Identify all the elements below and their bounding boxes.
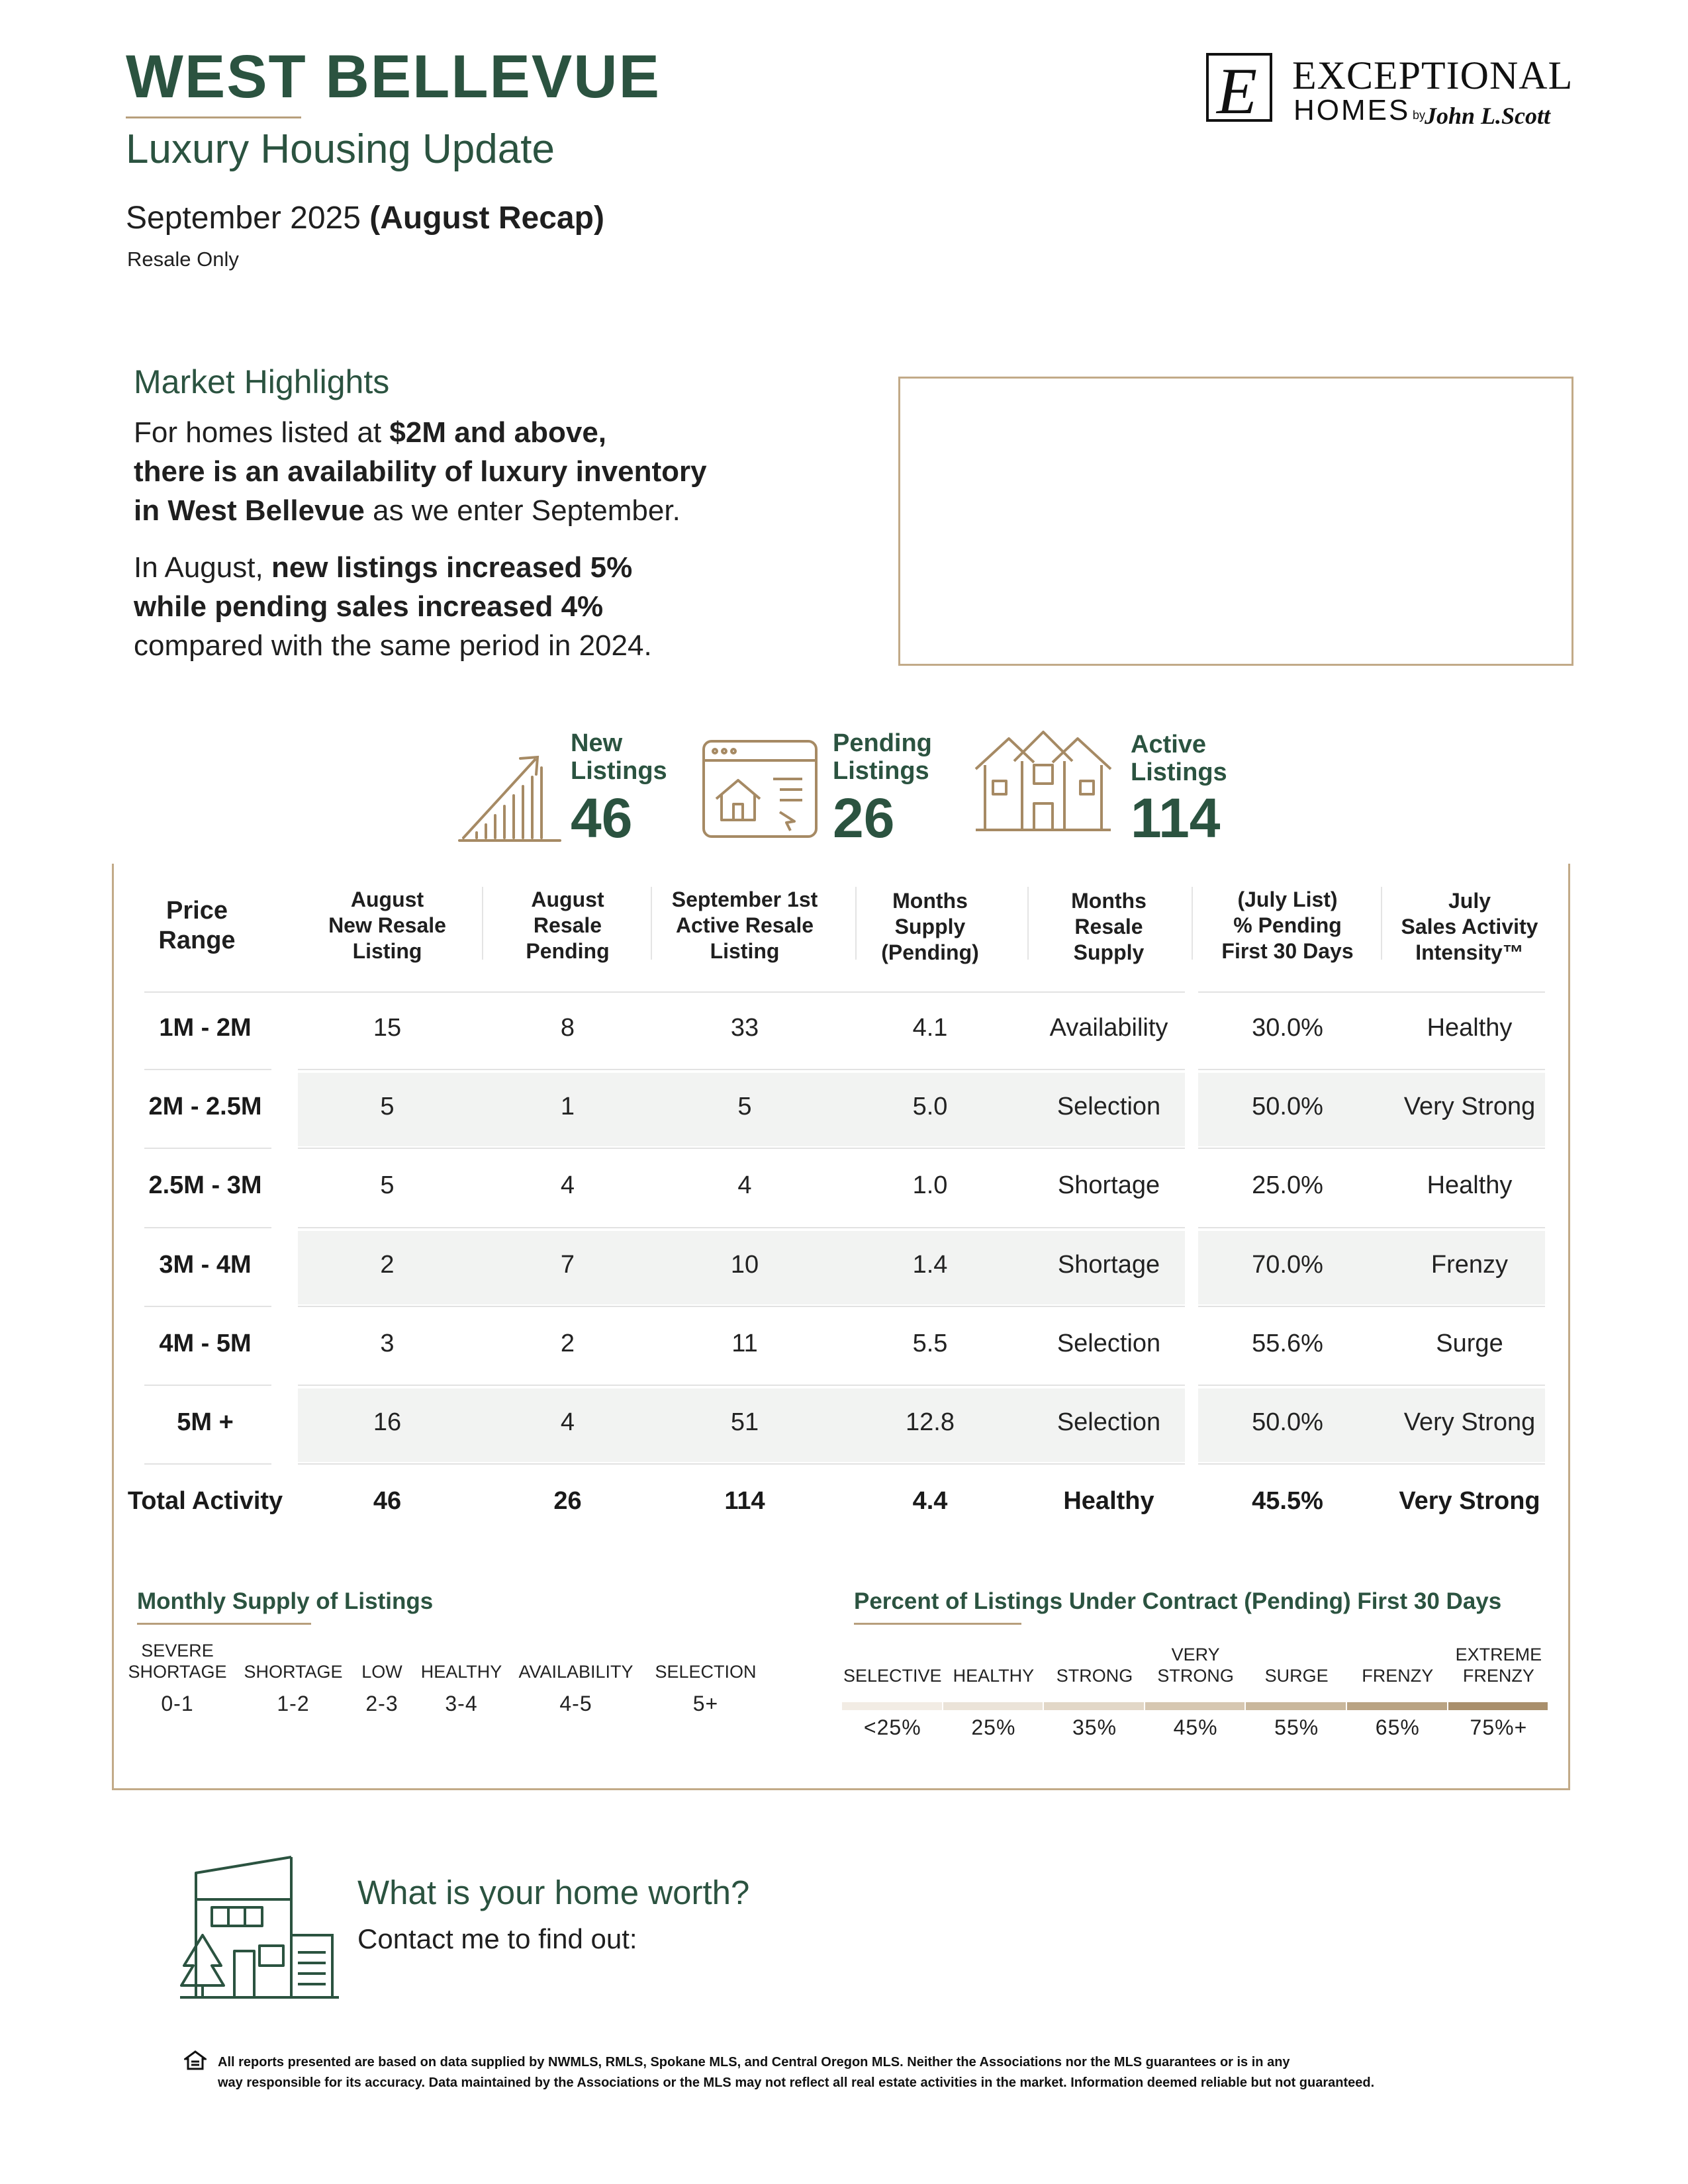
table-row-divider xyxy=(144,1069,271,1070)
header-new-resale: August New Resale Listing xyxy=(328,887,446,963)
logo-line-2: HOMES xyxy=(1293,94,1411,126)
table-cell: 3 xyxy=(380,1329,395,1357)
table-row-divider xyxy=(144,1463,271,1465)
supply-legend-caption: SHORTAGE xyxy=(244,1662,343,1682)
supply-legend-range: 4-5 xyxy=(559,1692,592,1715)
header-divider xyxy=(855,887,857,960)
supply-legend-caption: LOW xyxy=(361,1662,402,1682)
table-cell: Selection xyxy=(1056,1093,1161,1121)
pending-legend-title: Percent of Listings Under Contract (Pending) First 30 Days xyxy=(854,1588,1502,1614)
table-cell: 10 xyxy=(730,1250,759,1279)
table-cell: 30.0% xyxy=(1252,1014,1323,1042)
page-title: WEST BELLEVUE xyxy=(126,43,661,111)
table-cell: Shortage xyxy=(1057,1171,1160,1200)
pending-legend-swatch xyxy=(1347,1702,1447,1710)
price-range-cell: 5M + xyxy=(177,1408,234,1436)
pending-legend-range: 55% xyxy=(1274,1715,1319,1739)
table-cell: 1.0 xyxy=(912,1171,948,1200)
supply-legend-range: 2-3 xyxy=(365,1692,399,1715)
stat-pending-value: 26 xyxy=(833,787,895,849)
header-resale-pending: August Resale Pending xyxy=(526,887,610,963)
disclaimer: All reports presented are based on data supplied by NWMLS, RMLS, Spokane MLS, and Central Oregon MLS. Neither the Associations nor the MLS guarantees or is in any way responsible for its accuracy. Data maintained by the Associations or the MLS may not reflect all real estate activities in the market. Information deemed reliable but not guaranteed. xyxy=(218,2055,1375,2090)
pending-legend-swatch xyxy=(943,1702,1043,1710)
table-cell: 4.1 xyxy=(912,1014,948,1042)
report-date xyxy=(126,200,604,236)
total-cell: 4.4 xyxy=(912,1487,948,1516)
pending-legend-caption: SELECTIVE xyxy=(843,1666,942,1686)
table-cell: Frenzy xyxy=(1430,1250,1509,1279)
price-range-cell: 2M - 2.5M xyxy=(148,1093,262,1121)
supply-legend-range: 3-4 xyxy=(445,1692,478,1715)
table-cell: Surge xyxy=(1436,1329,1503,1357)
house-icon xyxy=(973,728,1113,834)
table-cell: 55.6% xyxy=(1252,1329,1323,1357)
table-row-divider xyxy=(298,1148,1185,1149)
table-cell: 51 xyxy=(730,1408,759,1436)
table-row-divider xyxy=(298,1385,1185,1386)
modern-house-icon xyxy=(180,1853,339,2005)
table-cell: Selection xyxy=(1056,1408,1161,1436)
table-cell: Very Strong xyxy=(1403,1093,1536,1121)
table-cell: 2 xyxy=(560,1329,575,1357)
table-cell: 5.0 xyxy=(912,1093,948,1121)
stat-active-label: Active Listings xyxy=(1131,731,1227,786)
pending-legend-swatch xyxy=(1145,1702,1245,1710)
supply-legend-caption: HEALTHY xyxy=(420,1662,502,1682)
header-months-resale-supply: Months Resale Supply xyxy=(1071,889,1147,964)
pending-legend-range: 25% xyxy=(971,1715,1016,1739)
table-cell: 12.8 xyxy=(906,1408,955,1436)
table-cell: 5 xyxy=(380,1093,395,1121)
supply-legend-title: Monthly Supply of Listings xyxy=(137,1588,434,1614)
pending-legend-swatch xyxy=(1044,1702,1144,1710)
price-range-cell: 4M - 5M xyxy=(159,1329,252,1357)
table-cell: 4 xyxy=(737,1171,752,1200)
brand-logo[interactable] xyxy=(1206,53,1577,132)
table-cell: 11 xyxy=(731,1329,758,1357)
pending-legend-caption: STRONG xyxy=(1056,1666,1133,1686)
table-cell: Shortage xyxy=(1057,1250,1160,1279)
table-row-divider xyxy=(298,1069,1185,1070)
pending-legend-range: 45% xyxy=(1173,1715,1218,1739)
table-row-divider xyxy=(144,1148,271,1149)
table-row-divider xyxy=(144,1306,271,1307)
table-row-divider xyxy=(1198,1227,1545,1228)
header-pct-pending: (July List) % Pending First 30 Days xyxy=(1221,887,1354,963)
logo-line-3: John L.Scott xyxy=(1425,103,1551,129)
total-cell: 46 xyxy=(373,1487,402,1516)
table-cell: 5.5 xyxy=(912,1329,948,1357)
pending-legend-swatch xyxy=(842,1702,942,1710)
table-cell: 16 xyxy=(373,1408,402,1436)
cta-text: Contact me to find out: xyxy=(357,1923,637,1954)
highlights-title: Market Highlights xyxy=(134,363,390,400)
highlights-paragraph-1: For homes listed at $2M and above, there is an availability of luxury inventory in West Bellevue as we enter September. xyxy=(134,416,707,527)
stat-active-value: 114 xyxy=(1131,787,1221,849)
pending-legend-caption: HEALTHY xyxy=(953,1666,1035,1686)
data-panel-frame xyxy=(112,864,1570,1790)
pending-legend-caption: EXTREME FRENZY xyxy=(1455,1645,1542,1686)
table-row-divider xyxy=(298,1463,1185,1465)
header-active-resale: September 1st Active Resale Listing xyxy=(671,887,818,963)
table-row-divider xyxy=(1198,1069,1545,1070)
table-row-divider xyxy=(298,1227,1185,1228)
table-row-divider xyxy=(298,1306,1185,1307)
table-cell: 7 xyxy=(560,1250,575,1279)
table-cell: Healthy xyxy=(1427,1171,1513,1200)
table-row-divider xyxy=(1198,1306,1545,1307)
highlights-paragraph-2: In August, new listings increased 5% while pending sales increased 4% compared with the same period in 2024. xyxy=(134,551,652,662)
table-top-rule xyxy=(144,991,1185,993)
supply-legend-rule xyxy=(137,1623,311,1625)
table-cell: 4 xyxy=(560,1408,575,1436)
title-underline xyxy=(126,116,301,118)
pending-legend-range: 75%+ xyxy=(1470,1715,1528,1739)
pending-legend-rule xyxy=(854,1623,1021,1625)
browser-house-icon xyxy=(702,739,818,839)
pending-legend-caption: FRENZY xyxy=(1362,1666,1434,1686)
header-divider xyxy=(482,887,483,960)
header-divider xyxy=(1381,887,1382,960)
table-cell: 70.0% xyxy=(1252,1250,1323,1279)
equal-housing-icon xyxy=(184,2050,207,2070)
pending-legend-swatch xyxy=(1448,1702,1548,1710)
table-cell: 1 xyxy=(560,1093,575,1121)
cta-title: What is your home worth? xyxy=(357,1874,750,1911)
stat-new-value: 46 xyxy=(571,787,633,849)
table-row-divider xyxy=(1198,1463,1545,1465)
photo-placeholder xyxy=(898,377,1573,666)
pending-legend-caption: VERY STRONG xyxy=(1157,1645,1234,1686)
resale-note: Resale Only xyxy=(127,248,239,271)
table-cell: 33 xyxy=(730,1014,759,1042)
total-cell: 114 xyxy=(724,1487,765,1516)
table-cell: Selection xyxy=(1056,1329,1161,1357)
pending-legend-caption: SURGE xyxy=(1264,1666,1329,1686)
supply-legend-caption: AVAILABILITY xyxy=(518,1662,633,1682)
table-cell: Very Strong xyxy=(1403,1408,1536,1436)
pending-legend-range: 35% xyxy=(1072,1715,1117,1739)
growth-chart-icon xyxy=(457,740,563,846)
report-recap: (August Recap) xyxy=(369,201,604,236)
table-cell: 50.0% xyxy=(1252,1408,1323,1436)
table-cell: Healthy xyxy=(1427,1014,1513,1042)
price-range-cell: 3M - 4M xyxy=(159,1250,252,1279)
table-row-divider xyxy=(1198,1148,1545,1149)
header-price-range: Price Range xyxy=(158,897,236,954)
table-cell: 5 xyxy=(380,1171,395,1200)
table-cell: 1.4 xyxy=(912,1250,948,1279)
price-range-cell: 2.5M - 3M xyxy=(148,1171,262,1200)
supply-legend-range: 5+ xyxy=(692,1692,719,1715)
table-cell: Availability xyxy=(1049,1014,1168,1042)
pending-legend-range: <25% xyxy=(863,1715,921,1739)
total-cell: Healthy xyxy=(1063,1487,1154,1516)
total-cell: Very Strong xyxy=(1399,1487,1540,1516)
header-divider xyxy=(1027,887,1029,960)
pending-legend-range: 65% xyxy=(1375,1715,1420,1739)
table-cell: 2 xyxy=(380,1250,395,1279)
table-top-rule xyxy=(1198,991,1545,993)
stat-new-label: New Listings xyxy=(571,729,667,785)
table-cell: 4 xyxy=(560,1171,575,1200)
logo-line-1: EXCEPTIONAL xyxy=(1292,54,1573,97)
total-cell: 26 xyxy=(553,1487,582,1516)
pending-legend-swatch xyxy=(1246,1702,1346,1710)
table-row-divider xyxy=(144,1385,271,1386)
page-subtitle: Luxury Housing Update xyxy=(126,126,555,172)
supply-legend-range: 0-1 xyxy=(161,1692,194,1715)
table-cell: 5 xyxy=(737,1093,752,1121)
logo-mark: E xyxy=(1206,53,1272,122)
table-cell: 25.0% xyxy=(1252,1171,1323,1200)
supply-legend-caption: SEVERE SHORTAGE xyxy=(128,1641,227,1682)
total-label: Total Activity xyxy=(127,1487,283,1516)
header-divider xyxy=(651,887,652,960)
stat-pending-label: Pending Listings xyxy=(833,729,932,785)
report-month: September 2025 xyxy=(126,201,370,236)
supply-legend-range: 1-2 xyxy=(277,1692,310,1715)
table-cell: 50.0% xyxy=(1252,1093,1323,1121)
table-cell: 15 xyxy=(373,1014,402,1042)
table-row-divider xyxy=(144,1227,271,1228)
header-months-supply-pending: Months Supply (Pending) xyxy=(881,889,979,964)
table-row-divider xyxy=(1198,1385,1545,1386)
header-divider xyxy=(1192,887,1193,960)
price-range-cell: 1M - 2M xyxy=(159,1014,252,1042)
table-cell: 8 xyxy=(560,1014,575,1042)
logo-by: by xyxy=(1413,109,1426,122)
header-sales-intensity: July Sales Activity Intensity™ xyxy=(1401,889,1538,964)
total-cell: 45.5% xyxy=(1252,1487,1323,1516)
supply-legend-caption: SELECTION xyxy=(655,1662,757,1682)
